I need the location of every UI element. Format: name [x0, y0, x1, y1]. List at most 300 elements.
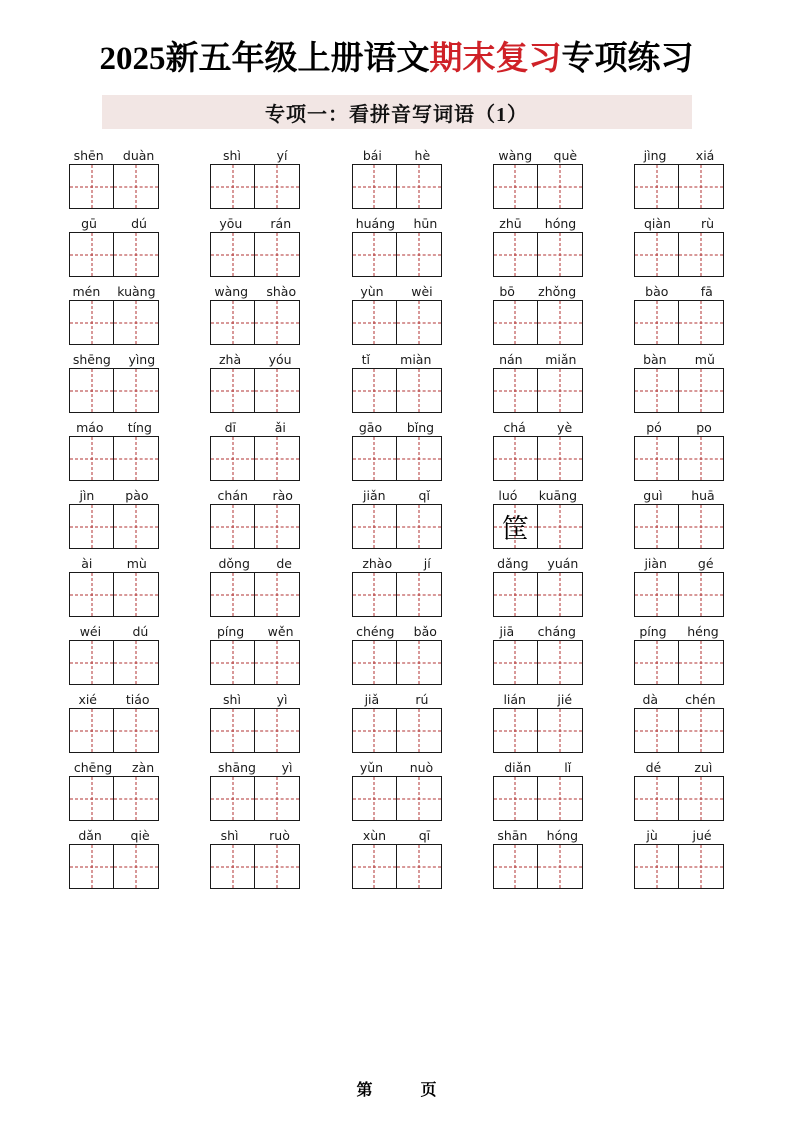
- answer-character: [353, 845, 396, 888]
- tianzige-cell[interactable]: [69, 232, 114, 277]
- tianzige-cell[interactable]: [493, 300, 538, 345]
- word-item: [629, 351, 729, 413]
- answer-character: [70, 777, 113, 820]
- tianzige-pair: [493, 844, 583, 889]
- word-item: [205, 215, 305, 277]
- exercise-row: [40, 827, 753, 889]
- answer-character: [397, 301, 441, 344]
- tianzige-pair: [352, 708, 442, 753]
- pinyin-label: [488, 555, 588, 572]
- tianzige-cell[interactable]: [679, 708, 724, 753]
- tianzige-cell[interactable]: [397, 640, 442, 685]
- pinyin-syllable: bǎo: [413, 624, 437, 639]
- pinyin-syllable: jié: [557, 692, 573, 707]
- tianzige-cell[interactable]: [114, 844, 159, 889]
- word-item: [629, 215, 729, 277]
- answer-character: [538, 233, 582, 276]
- answer-character: [538, 437, 582, 480]
- word-item: [347, 351, 447, 413]
- answer-character: [353, 505, 396, 548]
- tianzige-cell[interactable]: [679, 300, 724, 345]
- answer-character: [538, 505, 582, 548]
- pinyin-syllable: dǎn: [78, 828, 102, 843]
- pinyin-syllable: jìng: [643, 148, 667, 163]
- answer-character: [353, 301, 396, 344]
- tianzige-pair: [69, 232, 159, 277]
- tianzige-cell[interactable]: [634, 572, 679, 617]
- answer-character: [679, 777, 723, 820]
- pinyin-syllable: bō: [499, 284, 515, 299]
- tianzige-cell[interactable]: [114, 300, 159, 345]
- pinyin-syllable: wěn: [267, 624, 294, 639]
- pinyin-label: [205, 147, 305, 164]
- pinyin-syllable: bào: [645, 284, 669, 299]
- tianzige-cell[interactable]: [69, 844, 114, 889]
- tianzige-cell[interactable]: [679, 368, 724, 413]
- word-item: [629, 147, 729, 209]
- word-item: [629, 555, 729, 617]
- tianzige-cell[interactable]: [634, 300, 679, 345]
- tianzige-cell[interactable]: [114, 776, 159, 821]
- word-item: [64, 215, 164, 277]
- tianzige-cell[interactable]: [538, 300, 583, 345]
- word-item: [629, 759, 729, 821]
- tianzige-pair: [210, 708, 300, 753]
- tianzige-cell[interactable]: [255, 640, 300, 685]
- pinyin-syllable: xùn: [362, 828, 387, 843]
- pinyin-syllable: wèi: [411, 284, 433, 299]
- tianzige-cell[interactable]: [210, 640, 255, 685]
- exercise-row: [40, 623, 753, 685]
- pinyin-label: [64, 283, 164, 300]
- answer-character: [635, 165, 678, 208]
- answer-character: [494, 573, 537, 616]
- tianzige-cell[interactable]: [397, 164, 442, 209]
- pinyin-syllable: jiā: [499, 624, 515, 639]
- pinyin-label: [347, 623, 447, 640]
- tianzige-cell[interactable]: [352, 368, 397, 413]
- tianzige-cell[interactable]: [493, 368, 538, 413]
- tianzige-cell[interactable]: [397, 232, 442, 277]
- pinyin-syllable: kuāng: [538, 488, 578, 503]
- tianzige-pair: [634, 776, 724, 821]
- tianzige-cell[interactable]: [397, 844, 442, 889]
- pinyin-syllable: shāng: [218, 760, 256, 775]
- pinyin-syllable: qiè: [130, 828, 150, 843]
- tianzige-cell[interactable]: [114, 368, 159, 413]
- tianzige-cell[interactable]: [634, 436, 679, 481]
- tianzige-cell[interactable]: [352, 164, 397, 209]
- tianzige-cell[interactable]: [538, 164, 583, 209]
- pinyin-syllable: qiàn: [643, 216, 671, 231]
- tianzige-pair: [634, 300, 724, 345]
- tianzige-cell[interactable]: [255, 164, 300, 209]
- exercise-row: [40, 147, 753, 209]
- word-item: [64, 283, 164, 345]
- pinyin-label: [347, 555, 447, 572]
- answer-character: [494, 845, 537, 888]
- word-item: [488, 555, 588, 617]
- pinyin-syllable: huáng: [355, 216, 396, 231]
- pinyin-label: [629, 419, 729, 436]
- tianzige-cell[interactable]: [538, 232, 583, 277]
- tianzige-cell[interactable]: [114, 708, 159, 753]
- pinyin-syllable: jí: [423, 556, 431, 571]
- answer-character: [635, 641, 678, 684]
- word-item: [205, 283, 305, 345]
- pinyin-syllable: huā: [691, 488, 715, 503]
- answer-character: [494, 777, 537, 820]
- tianzige-cell[interactable]: [679, 572, 724, 617]
- pinyin-syllable: bái: [362, 148, 382, 163]
- tianzige-pair: [634, 368, 724, 413]
- tianzige-cell[interactable]: [493, 232, 538, 277]
- word-item: [629, 827, 729, 889]
- tianzige-cell[interactable]: [210, 504, 255, 549]
- pinyin-label: [205, 555, 305, 572]
- tianzige-cell[interactable]: [679, 232, 724, 277]
- exercise-grid: [40, 147, 753, 895]
- answer-character: [397, 641, 441, 684]
- tianzige-cell[interactable]: [255, 232, 300, 277]
- answer-character: [70, 301, 113, 344]
- tianzige-cell[interactable]: [210, 436, 255, 481]
- tianzige-cell[interactable]: [538, 436, 583, 481]
- pinyin-syllable: yóu: [268, 352, 292, 367]
- pinyin-label: [347, 827, 447, 844]
- answer-character: [538, 641, 582, 684]
- pinyin-label: [205, 487, 305, 504]
- pinyin-syllable: fā: [700, 284, 713, 299]
- tianzige-pair: [634, 572, 724, 617]
- tianzige-cell[interactable]: [352, 572, 397, 617]
- answer-character: [114, 641, 158, 684]
- tianzige-cell[interactable]: [210, 708, 255, 753]
- answer-character: [211, 165, 254, 208]
- answer-character: [211, 437, 254, 480]
- tianzige-cell[interactable]: [397, 572, 442, 617]
- pinyin-syllable: ruò: [269, 828, 290, 843]
- tianzige-cell[interactable]: [255, 368, 300, 413]
- pinyin-syllable: rù: [700, 216, 715, 231]
- answer-character: [255, 709, 299, 752]
- answer-character: [211, 709, 254, 752]
- answer-character: [635, 845, 678, 888]
- tianzige-cell[interactable]: [538, 640, 583, 685]
- pinyin-syllable: yì: [281, 760, 293, 775]
- answer-character: [397, 573, 441, 616]
- answer-character: [635, 437, 678, 480]
- tianzige-cell[interactable]: [679, 844, 724, 889]
- page-title: [40, 32, 753, 79]
- pinyin-syllable: tǐ: [361, 352, 370, 367]
- word-item: [347, 623, 447, 685]
- tianzige-cell[interactable]: [538, 776, 583, 821]
- answer-character: [211, 845, 254, 888]
- tianzige-pair: [493, 300, 583, 345]
- tianzige-pair: [493, 436, 583, 481]
- answer-character: [635, 709, 678, 752]
- tianzige-cell[interactable]: [679, 504, 724, 549]
- tianzige-cell[interactable]: [397, 504, 442, 549]
- tianzige-cell[interactable]: [255, 572, 300, 617]
- tianzige-cell[interactable]: [114, 572, 159, 617]
- pinyin-syllable: dī: [224, 420, 237, 435]
- pinyin-syllable: jìn: [79, 488, 95, 503]
- word-item: [488, 827, 588, 889]
- tianzige-cell[interactable]: [634, 232, 679, 277]
- tianzige-cell[interactable]: [210, 232, 255, 277]
- answer-character: [679, 845, 723, 888]
- pinyin-syllable: hóng: [546, 828, 579, 843]
- tianzige-cell[interactable]: [397, 368, 442, 413]
- tianzige-cell[interactable]: [352, 844, 397, 889]
- tianzige-cell[interactable]: [69, 436, 114, 481]
- tianzige-pair: [210, 232, 300, 277]
- word-item: [205, 351, 305, 413]
- pinyin-label: [347, 487, 447, 504]
- answer-character: [255, 505, 299, 548]
- tianzige-cell[interactable]: [69, 572, 114, 617]
- pinyin-syllable: chēng: [73, 760, 113, 775]
- pinyin-label: [488, 827, 588, 844]
- tianzige-cell[interactable]: [210, 776, 255, 821]
- pinyin-syllable: tíng: [127, 420, 152, 435]
- tianzige-cell[interactable]: [114, 436, 159, 481]
- pinyin-syllable: gū: [81, 216, 97, 231]
- pinyin-label: [488, 691, 588, 708]
- pinyin-label: [64, 419, 164, 436]
- tianzige-cell[interactable]: [493, 844, 538, 889]
- answer-character: [494, 641, 537, 684]
- pinyin-syllable: hóng: [544, 216, 577, 231]
- tianzige-cell[interactable]: [493, 640, 538, 685]
- page-footer: 第 页: [356, 1082, 459, 1099]
- pinyin-syllable: gé: [697, 556, 714, 571]
- tianzige-cell[interactable]: [69, 368, 114, 413]
- pinyin-label: [629, 827, 729, 844]
- tianzige-cell[interactable]: [397, 708, 442, 753]
- pinyin-syllable: què: [553, 148, 578, 163]
- pinyin-syllable: yōu: [219, 216, 243, 231]
- tianzige-cell[interactable]: [255, 708, 300, 753]
- tianzige-cell[interactable]: [352, 640, 397, 685]
- tianzige-cell[interactable]: [69, 504, 114, 549]
- answer-character: [70, 233, 113, 276]
- answer-character: [494, 165, 537, 208]
- pinyin-label: [629, 215, 729, 232]
- tianzige-cell[interactable]: [493, 572, 538, 617]
- tianzige-cell[interactable]: [114, 232, 159, 277]
- answer-character: [255, 845, 299, 888]
- tianzige-cell[interactable]: [679, 436, 724, 481]
- pinyin-syllable: zhào: [362, 556, 393, 571]
- tianzige-cell[interactable]: [69, 300, 114, 345]
- answer-character: [255, 233, 299, 276]
- pinyin-label: [64, 147, 164, 164]
- tianzige-cell[interactable]: [679, 164, 724, 209]
- pinyin-label: [205, 351, 305, 368]
- pinyin-syllable: chéng: [356, 624, 395, 639]
- answer-character: 筐: [501, 514, 529, 544]
- tianzige-pair: [210, 640, 300, 685]
- tianzige-pair: [493, 164, 583, 209]
- tianzige-cell[interactable]: [538, 708, 583, 753]
- pinyin-syllable: de: [276, 556, 292, 571]
- tianzige-pair: [634, 708, 724, 753]
- tianzige-cell[interactable]: [210, 300, 255, 345]
- tianzige-pair: [69, 776, 159, 821]
- tianzige-pair: [352, 844, 442, 889]
- tianzige-cell[interactable]: [352, 708, 397, 753]
- tianzige-cell[interactable]: [352, 436, 397, 481]
- tianzige-pair: [352, 300, 442, 345]
- tianzige-cell[interactable]: [538, 572, 583, 617]
- word-item: [347, 487, 447, 549]
- answer-character: [494, 233, 537, 276]
- pinyin-syllable: tiáo: [125, 692, 150, 707]
- pinyin-syllable: dà: [642, 692, 659, 707]
- answer-character: [114, 845, 158, 888]
- answer-character: [494, 369, 537, 412]
- answer-character: [635, 573, 678, 616]
- word-item: [347, 147, 447, 209]
- tianzige-cell[interactable]: [634, 776, 679, 821]
- pinyin-label: [347, 759, 447, 776]
- answer-character: [538, 845, 582, 888]
- tianzige-cell[interactable]: [634, 640, 679, 685]
- answer-character: [70, 369, 113, 412]
- tianzige-pair: [493, 776, 583, 821]
- tianzige-cell[interactable]: [397, 436, 442, 481]
- pinyin-syllable: héng: [687, 624, 719, 639]
- tianzige-cell[interactable]: [210, 572, 255, 617]
- answer-character: [255, 641, 299, 684]
- tianzige-cell[interactable]: [493, 436, 538, 481]
- answer-character: [397, 165, 441, 208]
- answer-character: [114, 777, 158, 820]
- tianzige-cell[interactable]: [255, 436, 300, 481]
- tianzige-pair: [210, 776, 300, 821]
- tianzige-cell[interactable]: [493, 504, 538, 549]
- title-tail: 专项练习: [561, 41, 694, 77]
- word-item: [629, 487, 729, 549]
- tianzige-cell[interactable]: [255, 300, 300, 345]
- word-item: [488, 215, 588, 277]
- answer-character: [353, 165, 396, 208]
- answer-character: [255, 369, 299, 412]
- tianzige-cell[interactable]: [255, 504, 300, 549]
- tianzige-cell[interactable]: [352, 300, 397, 345]
- tianzige-cell[interactable]: [634, 504, 679, 549]
- word-item: [347, 827, 447, 889]
- tianzige-cell[interactable]: [634, 708, 679, 753]
- tianzige-cell[interactable]: [634, 164, 679, 209]
- tianzige-cell[interactable]: [210, 844, 255, 889]
- tianzige-cell[interactable]: [634, 844, 679, 889]
- tianzige-pair: [69, 368, 159, 413]
- pinyin-syllable: luó: [498, 488, 518, 503]
- tianzige-cell[interactable]: [493, 708, 538, 753]
- tianzige-pair: [352, 504, 442, 549]
- answer-character: [70, 165, 113, 208]
- tianzige-cell[interactable]: [255, 776, 300, 821]
- tianzige-cell[interactable]: [397, 300, 442, 345]
- tianzige-pair: [69, 708, 159, 753]
- pinyin-syllable: wàng: [498, 148, 533, 163]
- pinyin-label: [205, 283, 305, 300]
- tianzige-pair: [352, 164, 442, 209]
- tianzige-cell[interactable]: [493, 164, 538, 209]
- tianzige-pair: [493, 572, 583, 617]
- tianzige-pair: [210, 368, 300, 413]
- tianzige-cell[interactable]: [538, 368, 583, 413]
- answer-character: [114, 573, 158, 616]
- pinyin-label: [629, 351, 729, 368]
- tianzige-pair: [210, 504, 300, 549]
- pinyin-syllable: rú: [415, 692, 429, 707]
- answer-character: [679, 301, 723, 344]
- tianzige-pair: [352, 368, 442, 413]
- word-item: [64, 691, 164, 753]
- exercise-row: [40, 691, 753, 753]
- pinyin-label: [64, 691, 164, 708]
- word-item: [347, 419, 447, 481]
- pinyin-label: [347, 419, 447, 436]
- word-item: [347, 691, 447, 753]
- tianzige-cell[interactable]: [679, 776, 724, 821]
- tianzige-cell[interactable]: [352, 504, 397, 549]
- tianzige-cell[interactable]: [352, 776, 397, 821]
- tianzige-cell[interactable]: [69, 164, 114, 209]
- section-banner-wrap: [40, 95, 753, 129]
- tianzige-pair: [634, 504, 724, 549]
- tianzige-cell[interactable]: [69, 776, 114, 821]
- answer-character: [679, 437, 723, 480]
- tianzige-cell[interactable]: [210, 368, 255, 413]
- tianzige-cell[interactable]: [114, 164, 159, 209]
- tianzige-cell[interactable]: [493, 776, 538, 821]
- word-item: [64, 351, 164, 413]
- tianzige-cell[interactable]: [210, 164, 255, 209]
- tianzige-cell[interactable]: [69, 640, 114, 685]
- pinyin-syllable: chén: [685, 692, 716, 707]
- pinyin-syllable: qǐ: [418, 488, 430, 503]
- exercise-row: [40, 487, 753, 549]
- pinyin-syllable: wéi: [79, 624, 102, 639]
- tianzige-pair: [493, 640, 583, 685]
- tianzige-cell[interactable]: [255, 844, 300, 889]
- tianzige-cell[interactable]: [114, 640, 159, 685]
- word-item: [64, 759, 164, 821]
- tianzige-cell[interactable]: [69, 708, 114, 753]
- tianzige-cell[interactable]: [679, 640, 724, 685]
- tianzige-cell[interactable]: [397, 776, 442, 821]
- word-item: [205, 147, 305, 209]
- pinyin-label: [64, 623, 164, 640]
- tianzige-pair: [493, 504, 583, 549]
- answer-character: [114, 709, 158, 752]
- answer-character: [211, 505, 254, 548]
- tianzige-cell[interactable]: [352, 232, 397, 277]
- tianzige-cell[interactable]: [114, 504, 159, 549]
- tianzige-cell[interactable]: [538, 844, 583, 889]
- word-item: [205, 419, 305, 481]
- answer-character: [255, 777, 299, 820]
- tianzige-cell[interactable]: [634, 368, 679, 413]
- tianzige-cell[interactable]: [538, 504, 583, 549]
- word-item: [64, 555, 164, 617]
